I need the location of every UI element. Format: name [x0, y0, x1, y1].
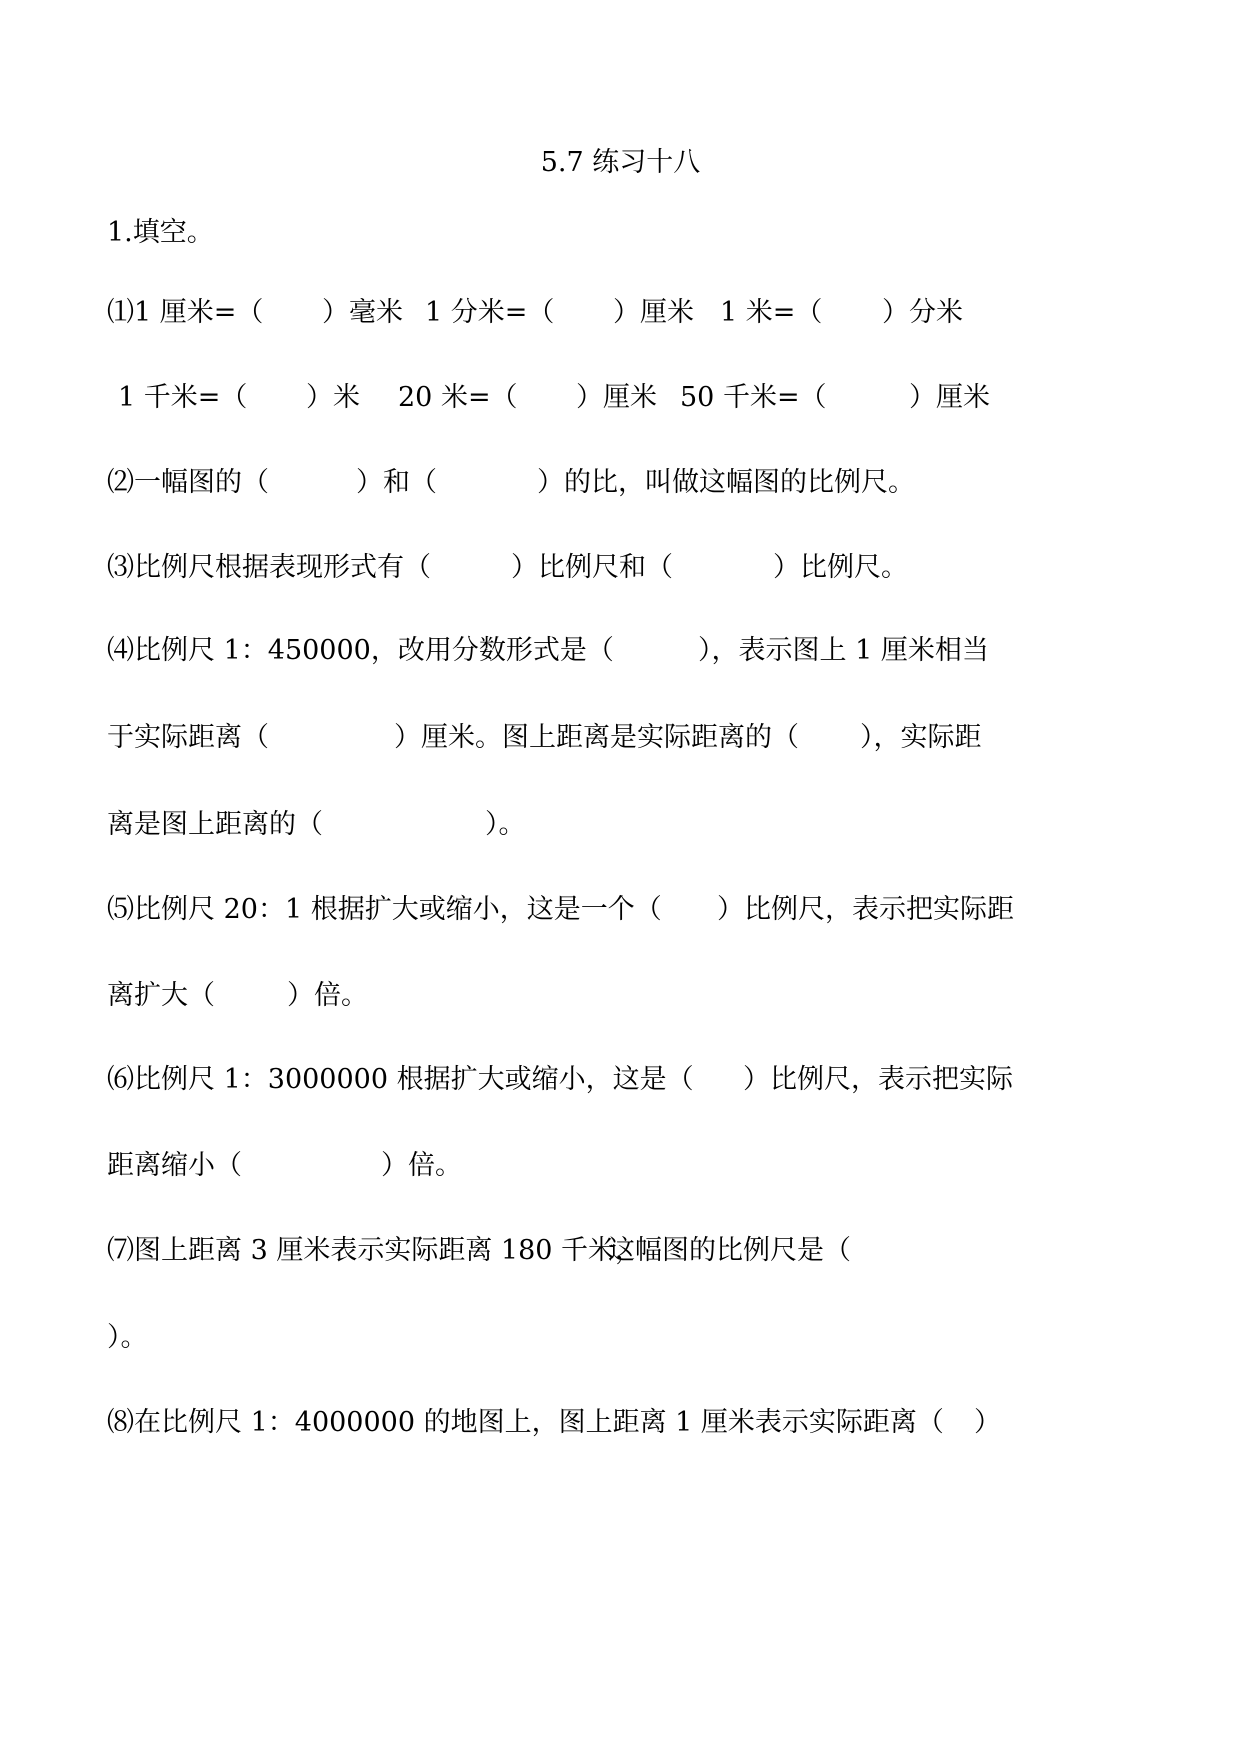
line-segment: ⑷比例尺 1：450000，改用分数形式是（	[107, 635, 614, 666]
line-segment: ）厘米	[576, 382, 657, 413]
line-segment: 50 千米=（	[680, 382, 827, 413]
line-segment: 离扩大（	[107, 980, 215, 1011]
line-segment: ）倍。	[287, 980, 368, 1011]
heading-text: 1.填空。	[107, 217, 214, 248]
line-segment: 这幅图的比例尺是（	[608, 1235, 851, 1266]
question-5-line-1	[0, 892, 1241, 928]
question-3	[0, 550, 1241, 586]
line-segment: ）。	[107, 1322, 148, 1353]
line-segment: ）。	[485, 809, 526, 840]
line-segment: ）毫米	[322, 297, 403, 328]
line-segment: ）厘米	[909, 382, 990, 413]
line-segment: 离是图上距离的（	[107, 809, 323, 840]
line-segment: 20 米=（	[398, 382, 518, 413]
line-segment: ⑵一幅图的（	[107, 467, 269, 498]
line-segment: 距离缩小（	[107, 1150, 242, 1181]
line-segment: ）比例尺和（	[511, 552, 673, 583]
line-segment: ⑻在比例尺 1：4000000 的地图上，图上距离 1 厘米表示实际距离（	[107, 1407, 944, 1438]
question-8	[0, 1405, 1241, 1441]
line-segment: ）	[974, 1407, 1001, 1438]
question-5-line-2	[0, 978, 1241, 1014]
question-1-line-1	[0, 295, 1241, 331]
line-segment: ⑴1 厘米=（	[107, 297, 264, 328]
line-segment: 1 分米=（	[425, 297, 555, 328]
question-4-line-3	[0, 807, 1241, 843]
section-heading	[0, 215, 1241, 251]
line-segment: ）倍。	[381, 1150, 462, 1181]
line-segment: ）厘米。图上距离是实际距离的（	[394, 722, 799, 753]
line-segment: ⑹比例尺 1：3000000 根据扩大或缩小，这是（	[107, 1064, 694, 1095]
question-2	[0, 465, 1241, 501]
line-segment: ）比例尺。	[773, 552, 908, 583]
line-segment: ）比例尺，表示把实际	[743, 1064, 1013, 1095]
line-segment: ⑸比例尺 20：1 根据扩大或缩小，这是一个（	[107, 894, 662, 925]
line-segment: ）厘米	[613, 297, 694, 328]
question-7-line-2	[0, 1320, 1241, 1356]
line-segment: ），实际距	[860, 722, 982, 753]
line-segment: ）的比，叫做这幅图的比例尺。	[537, 467, 915, 498]
line-segment: ）比例尺，表示把实际距	[717, 894, 1014, 925]
question-6-line-2	[0, 1148, 1241, 1184]
line-segment: ⑺图上距离 3 厘米表示实际距离 180 千米，	[107, 1235, 643, 1266]
question-4-line-2	[0, 720, 1241, 756]
line-segment: ）米	[306, 382, 360, 413]
line-segment: ⑶比例尺根据表现形式有（	[107, 552, 431, 583]
line-segment: ）和（	[356, 467, 437, 498]
question-1-line-2	[0, 380, 1241, 416]
line-segment: 1 千米=（	[118, 382, 248, 413]
line-segment: ），表示图上 1 厘米相当	[698, 635, 989, 666]
question-4-line-1	[0, 633, 1241, 669]
line-segment: ）分米	[882, 297, 963, 328]
question-7-line-1	[0, 1233, 1241, 1269]
line-segment: 于实际距离（	[107, 722, 269, 753]
question-6-line-1	[0, 1062, 1241, 1098]
line-segment: 1 米=（	[720, 297, 823, 328]
page-title: 5.7 练习十八	[540, 147, 701, 178]
